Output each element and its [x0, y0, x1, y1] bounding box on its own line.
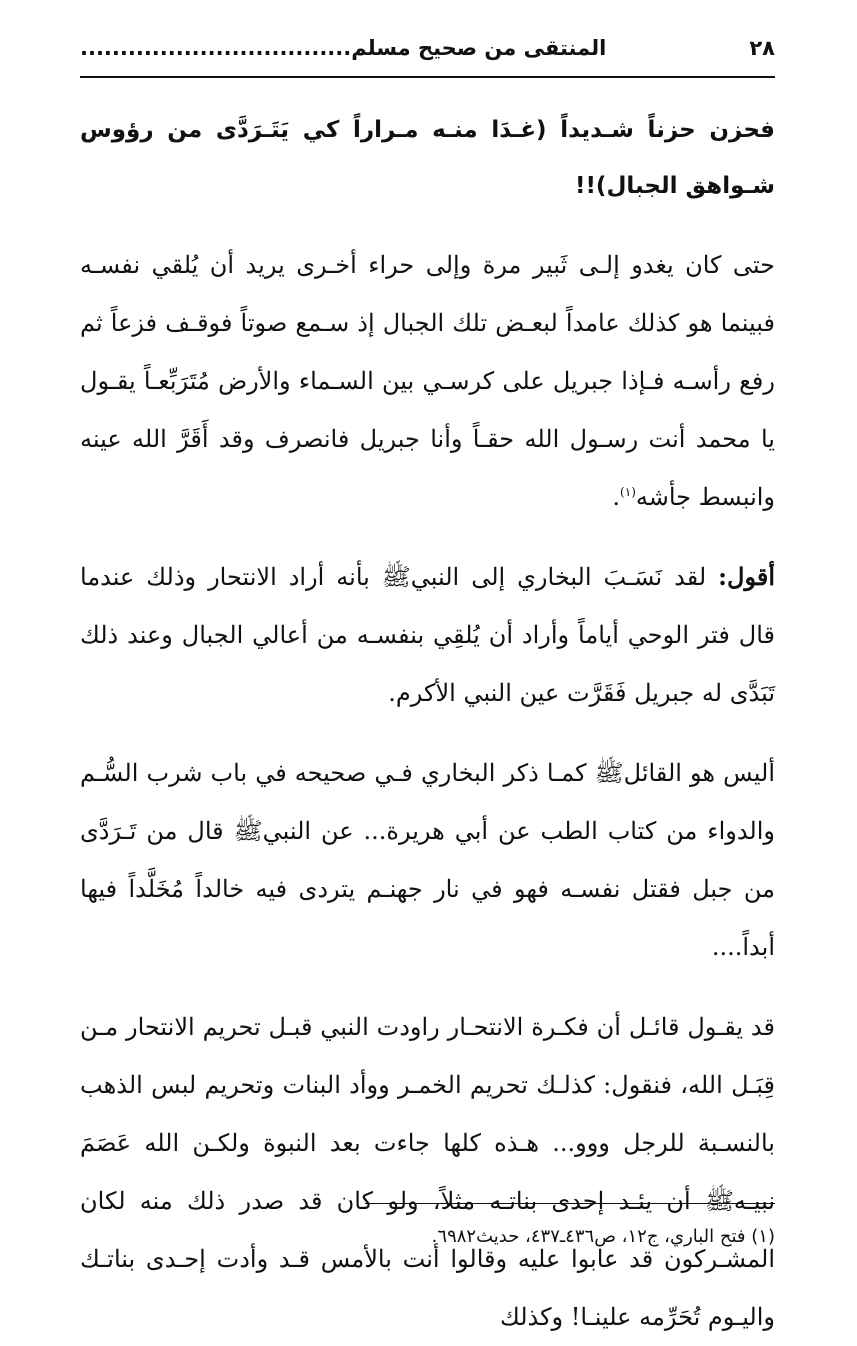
paragraph-3-text: لقد نَسَـبَ البخاري إلى النبيﷺ بأنه أراد الانتحار وذلك عندما قال فتر الوحي أياماً وأراد أن يُلقِي بنفسـه من أعالي الجبال وعند ذلك تَبَدَّى له جبريل فَقَرَّت عين النبي الأكرم. [80, 563, 775, 707]
page-body [80, 102, 775, 1346]
paragraph-2-text: حتى كان يغدو إلـى ثَبير مرة وإلى حراء أخـرى يريد أن يُلقي نفسـه فبينما هو كذلك عامداً لبعـض تلك الجبال إذ سـمع صوتاً فوقـف فزعاً ثم رفع رأسـه فـإذا جبريل على كرسـي بين السـماء والأرض مُتَرَبِّعـاً يقـول يا محمد أنت رسـول الله حقـاً وأنا جبريل فانصرف وقد أَقَرَّ الله عينه وانبسط جأشه [80, 251, 775, 511]
running-title: المنتقى من صحيح مسلم.................................. [80, 36, 607, 60]
page-number: ٢٨ [749, 36, 775, 60]
paragraph-1: فحزن حزناً شـديداً (غـدَا منـه مـراراً كي يَتَـرَدَّى من رؤوس شـواهق الجبال)!! [80, 117, 775, 199]
paragraph-5: قد يقـول قائـل أن فكـرة الانتحـار راودت النبي قبـل تحريم الانتحار مـن قِبَـل الله، فنقول: كذلـك تحريم الخمـر ووأد البنات وتحريم لبس الذهب بالنسـبة للرجل ووو... هـذه كلها جاءت بعد النبوة ولكـن الله عَصَمَ نبيـهﷺ أن يئـد إحدى بناتـه مثلاً، ولو كان قد صدر ذلك منه لكان المشـركون قد عابوا عليه وقالوا أنت بالأمس قـد وأدت إحـدى بناتـك واليـوم تُحَرِّمه علينـا! وكذلك [80, 1013, 775, 1331]
paragraph-2: حتى كان يغدو إلـى ثَبير مرة وإلى حراء أخـرى يريد أن يُلقي نفسـه فبينما هو كذلك عامداً لبعـض تلك الجبال إذ سـمع صوتاً فوقـف فزعاً ثم رفع رأسـه فـإذا جبريل على كرسـي بين السـماء والأرض مُتَرَبِّعـاً يقـول يا محمد أنت رسـول الله حقـاً وأنا جبريل فانصرف وقد أَقَرَّ الله عينه وانبسط جأشه$^{(١)}$. [80, 251, 775, 511]
footnote-marker[interactable]: (١) [620, 485, 636, 499]
paragraph-3 [80, 548, 775, 722]
footnote: (١) فتح الباري، ج١٢، ص٤٣٦ـ٤٣٧، حديث٦٩٨٢. [431, 1226, 775, 1247]
paragraph-4: أليس هو القائلﷺ كمـا ذكر البخاري فـي صحيحه في باب شرب السُّـم والدواء من كتاب الطب عن أبي هريرة... عن النبيﷺ قال من تَـرَدَّى من جبل فقتل نفسـه فهو في نار جهنـم يتردى فيه خالداً مُخَلَّداً فيها أبداً.... [80, 759, 775, 961]
running-header [80, 26, 775, 70]
footnote-rule [365, 1203, 775, 1204]
paragraph-3-lead: أقول: [718, 562, 775, 591]
header-rule [80, 76, 775, 78]
